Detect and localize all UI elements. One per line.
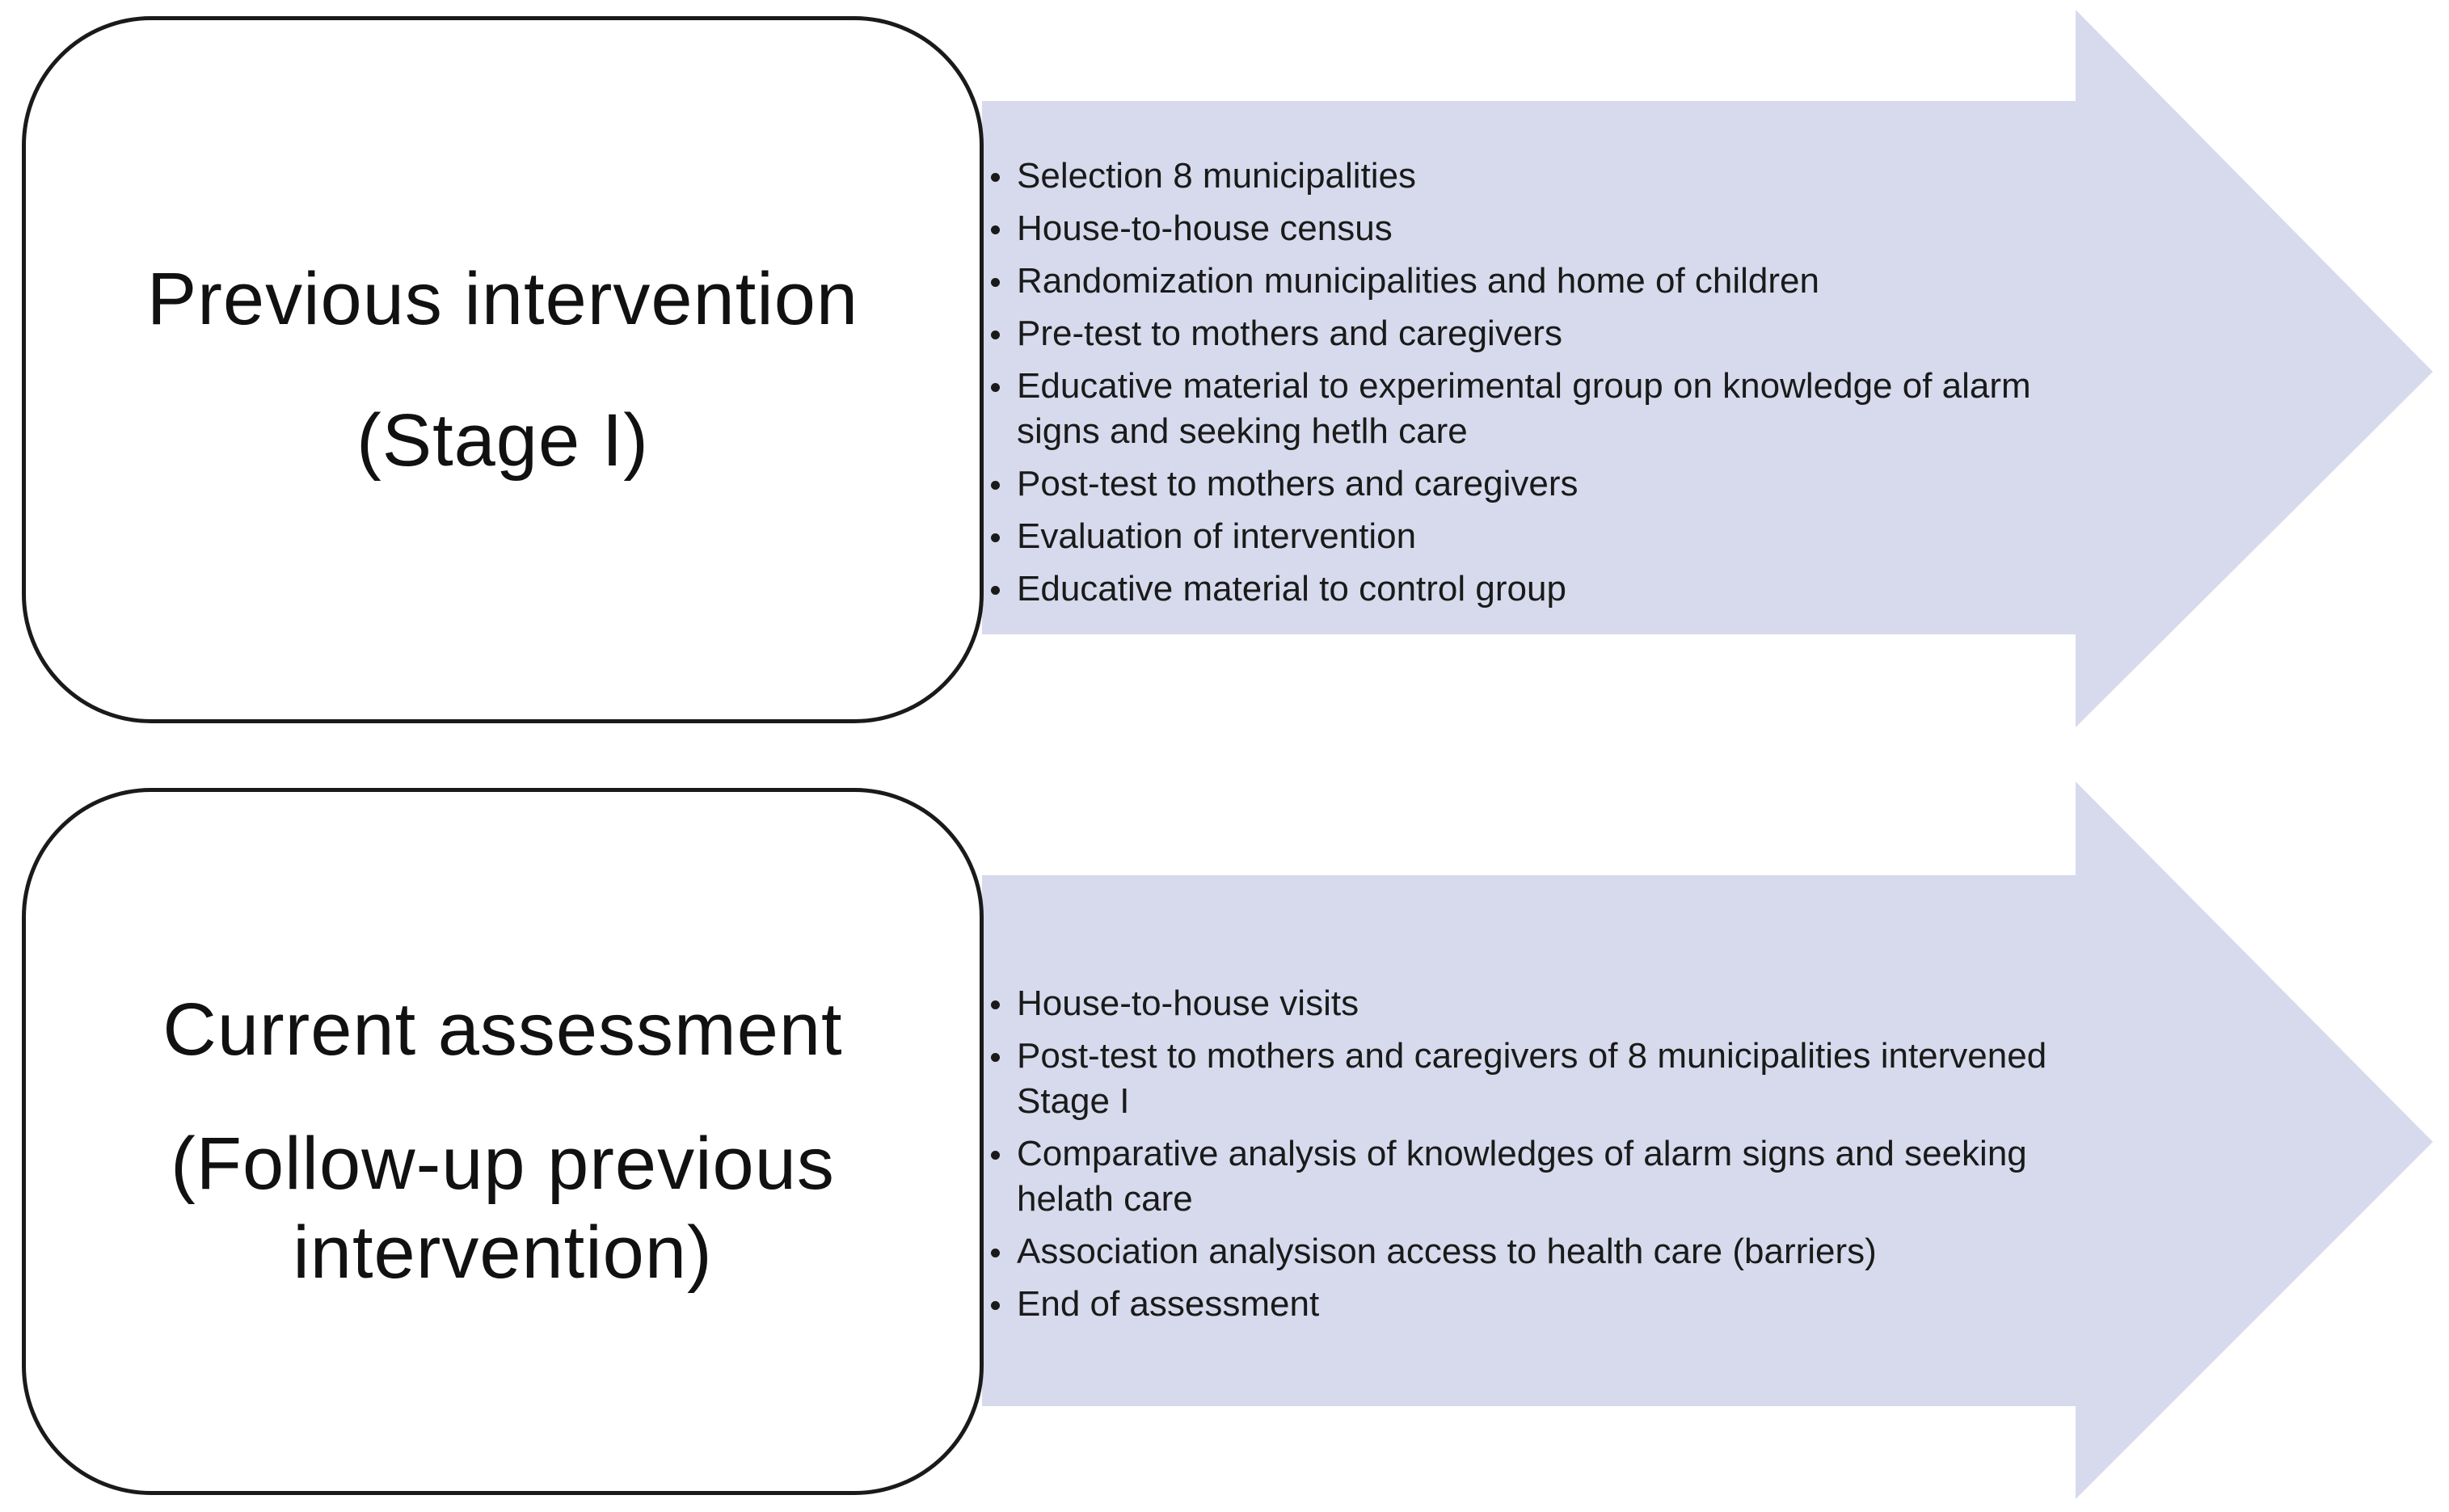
list-item: Post-test to mothers and caregivers — [986, 461, 2118, 507]
list-item: Randomization municipalities and home of children — [986, 259, 2118, 304]
list-item: Post-test to mothers and caregivers of 8 municipalities intervened Stage I — [986, 1034, 2118, 1124]
list-item: Comparative analysis of knowledges of alarm signs and seeking helath care — [986, 1131, 2118, 1222]
list-item: Educative material to control group — [986, 566, 2118, 612]
list-item: Selection 8 municipalities — [986, 154, 2118, 199]
stage-2-subtitle-line1: (Follow-up previous — [171, 1122, 835, 1205]
stage-2-title-box — [22, 788, 984, 1495]
list-item: House-to-house visits — [986, 981, 2118, 1026]
stage-previous-intervention — [0, 0, 2449, 743]
list-item: End of assessment — [986, 1282, 2118, 1327]
stage-1-title: Previous intervention — [146, 257, 859, 340]
stage-1-bullet-list — [986, 154, 2118, 619]
stage-current-assessment — [0, 772, 2449, 1512]
stage-1-subtitle: (Stage I) — [356, 399, 649, 482]
stage-1-title-box — [22, 16, 984, 723]
list-item: Evaluation of intervention — [986, 514, 2118, 559]
stage-2-title: Current assessment — [162, 988, 843, 1072]
stage-2-subtitle-line2: intervention) — [293, 1211, 713, 1295]
list-item: House-to-house census — [986, 206, 2118, 251]
list-item: Pre-test to mothers and caregivers — [986, 311, 2118, 356]
stage-2-bullet-list — [986, 981, 2118, 1334]
list-item: Educative material to experimental group on knowledge of alarm signs and seeking hetlh care — [986, 364, 2118, 454]
list-item: Association analysison access to health care (barriers) — [986, 1229, 2118, 1274]
